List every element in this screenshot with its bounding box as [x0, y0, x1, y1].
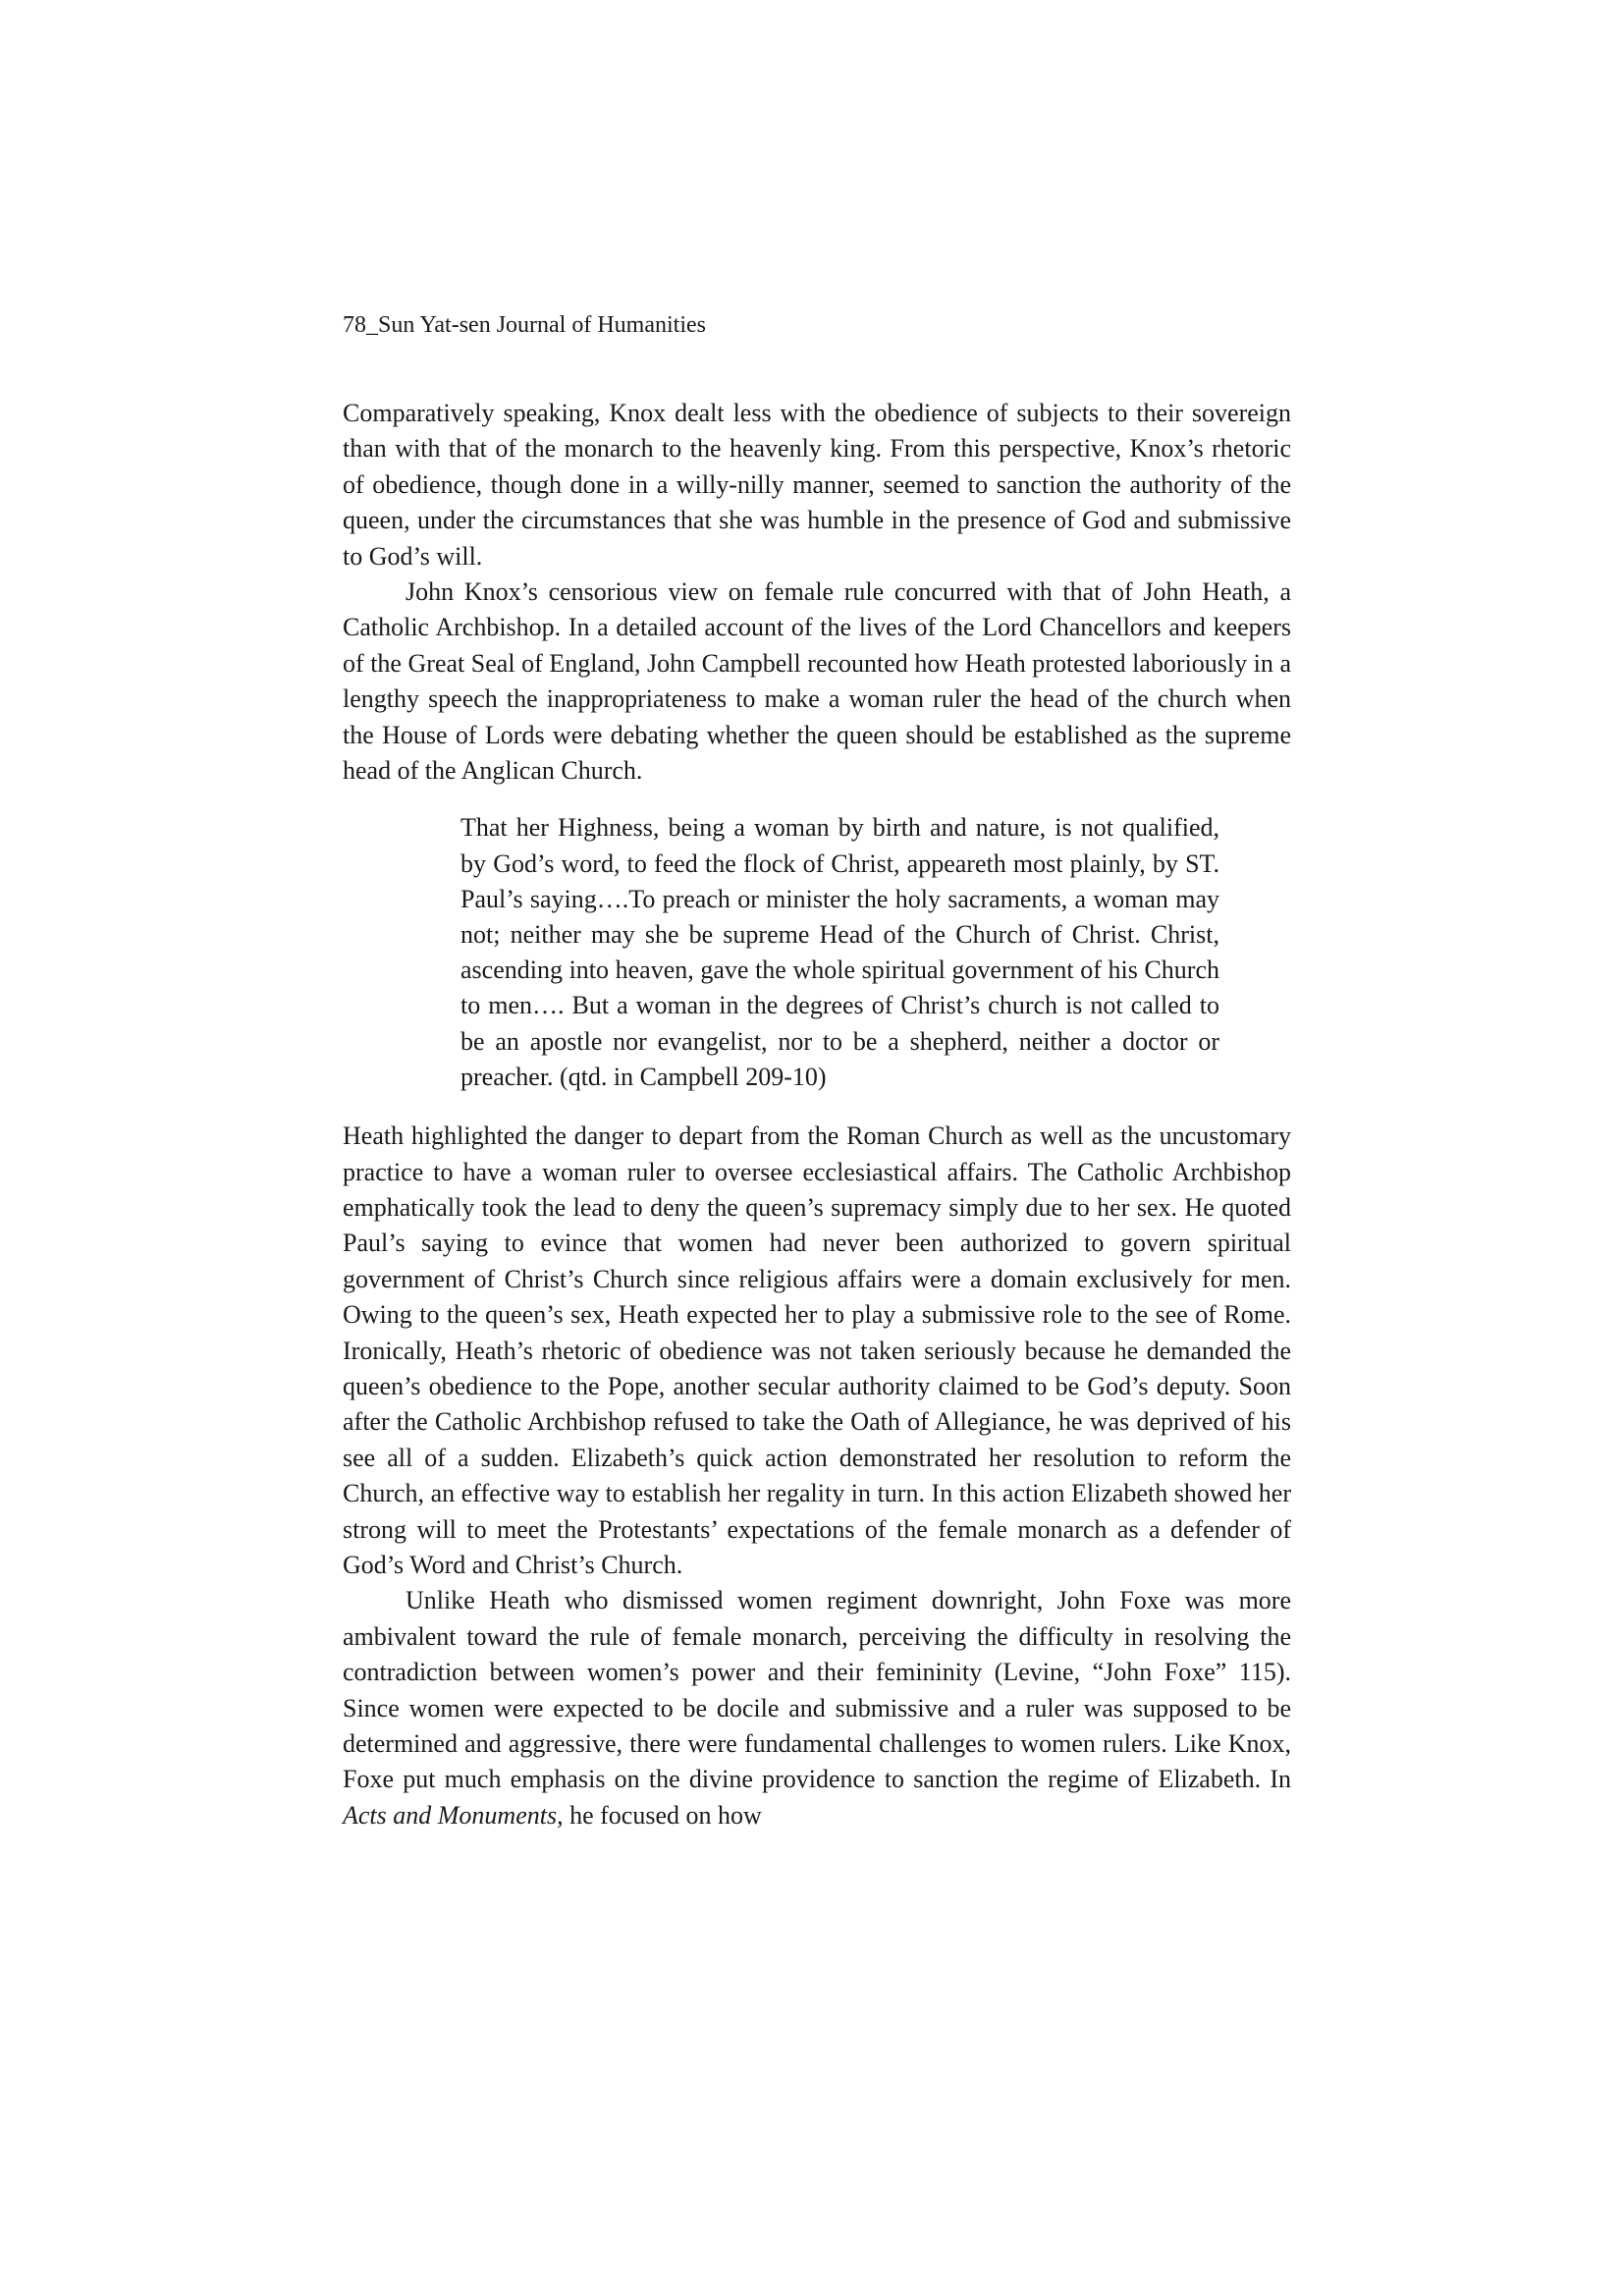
main-text — [343, 396, 1291, 1833]
paragraph-4-text-end: , he focused on how — [557, 1800, 762, 1830]
paragraph-4 — [343, 1583, 1291, 1833]
running-head: 78_Sun Yat-sen Journal of Humanities — [343, 312, 706, 338]
paragraph-4-text-start: Unlike Heath who dismissed women regiment downright, John Foxe was more ambivalent toward the rule of female monarch, perceiving the difficulty in resolving the contradiction between women’s power and their femininity (Levine, “John Foxe” 115). Since women were expected to be docile and submissive and a ruler was supposed to be determined and aggressive, there were fundamental challenges to women rulers. Like Knox, Foxe put much emphasis on the divine providence to sanction the regime of Elizabeth. In — [343, 1586, 1291, 1794]
book-title-italic: Acts and Monuments — [343, 1800, 558, 1830]
paragraph-3: Heath highlighted the danger to depart from the Roman Church as well as the uncustomary practice to have a woman ruler to oversee ecclesiastical affairs. The Catholic Archbishop emphatically took the lead to deny the queen’s supremacy simply due to her sex. He quoted Paul’s saying to evince that women had never been authorized to govern spiritual government of Christ’s Church since religious affairs were a domain exclusively for men. Owing to the queen’s sex, Heath expected her to play a submissive role to the see of Rome. Ironically, Heath’s rhetoric of obedience was not taken seriously because he demanded the queen’s obedience to the Pope, another secular authority claimed to be God’s deputy. Soon after the Catholic Archbishop refused to take the Oath of Allegiance, he was deprived of his see all of a sudden. Elizabeth’s quick action demonstrated her resolution to reform the Church, an effective way to establish her regality in turn. In this action Elizabeth showed her strong will to meet the Protestants’ expectations of the female monarch as a defender of God’s Word and Christ’s Church. — [343, 1121, 1291, 1579]
block-quote: That her Highness, being a woman by birth and nature, is not qualified, by God’s word, to feed the flock of Christ, appeareth most plainly, by ST. Paul’s saying….To preach or minister the holy sacraments, a woman may not; neither may she be supreme Head of the Church of Christ. Christ, ascending into heaven, gave the whole spiritual government of his Church to men…. But a woman in the degrees of Christ’s church is not called to be an apostle nor evangelist, nor to be a shepherd, neither a doctor or preacher. (qtd. in Campbell 209-10) — [460, 813, 1219, 1091]
paragraph-1: Comparatively speaking, Knox dealt less with the obedience of subjects to their sovereign than with that of the monarch to the heavenly king. From this perspective, Knox’s rhetoric of obedience, though done in a willy-nilly manner, seemed to sanction the authority of the queen, under the circumstances that she was humble in the presence of God and submissive to God’s will. — [343, 399, 1291, 571]
paragraph-2: John Knox’s censorious view on female rule concurred with that of John Heath, a Catholic Archbishop. In a detailed account of the lives of the Lord Chancellors and keepers of the Great Seal of England, John Campbell recounted how Heath protested laboriously in a lengthy speech the inappropriateness to make a woman ruler the head of the church when the House of Lords were debating whether the queen should be established as the supreme head of the Anglican Church. — [343, 577, 1291, 786]
